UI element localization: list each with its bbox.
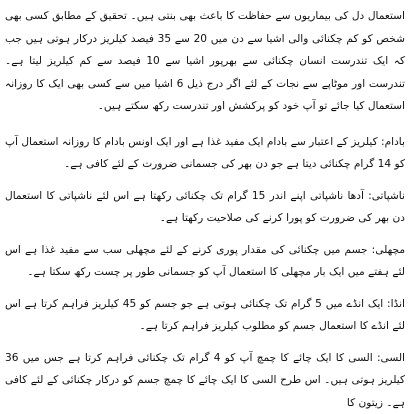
egg-paragraph: انڈا: ایک انڈے میں 5 گرام تک چکنائی ہوتی ہے جو جسم کو 45 کیلریز فراہم کرتا ہے اس لئے انڈے کا استعمال جسم کو مطلوب کیلریز فراہم کرتا ہے۔ [5,293,405,338]
almond-paragraph: بادام: کیلریز کے اعتبار سے بادام ایک مفید غذا ہے اور ایک اونس بادام کا روزانہ استعمال آپ کو 14 گرام چکنائی دیتا ہے جو دن بھر کی جسمانی ضرورت کے لئے کافی ہے۔ [5,131,405,176]
intro-paragraph: استعمال دل کی بیماریوں سے حفاظت کا باعث بھی بنتی ہیں۔ تحقیق کے مطابق کسی بھی شخص کو کم چکنائی والی اشیا سے دن میں 20 سے 35 فیصد کیلریز درکار ہوتی ہیں جب کہ ایک تندرست انسان چکنائی سے بھرپور اشیا سے 10 فیصد سے کم کیلریز لیتا ہے۔ تندرست اور موٹاپے سے نجات کے لئے اگر درج ذیل 6 اشیا میں سے کسی بھی ایک کا روزانہ استعمال کیا جائے تو آپ خود کو پرکشش اور تندرست رکھ سکتے ہیں۔ [5,5,405,118]
flaxseed-paragraph: السی: السی کا ایک چائے کا چمچ آپ کو 4 گرام تک چکنائی فراہم کرتا ہے جس میں 36 کیلریز ہوتی ہیں۔ اس طرح السی کا ایک چائے کا چمچ جسم کو درکار چکنائی کے لئے کافی ہے۔ زیتون کا [5,347,405,414]
pear-paragraph: ناشپاتی: آدھا ناشپاتی اپنے اندر 15 گرام تک چکنائی رکھتا ہے اس لئے ناشپاتی کا استعمال دن بھر کی ضرورت کو پورا کرنے کی صلاحیت رکھتا ہے۔ [5,185,405,230]
fish-paragraph: مچھلی: جسم میں چکنائی کی مقدار پوری کرنے کے لئے مچھلی سب سے مفید غذا ہے اس لئے ہفتے میں ایک بار مچھلی کا استعمال آپ کو جسمانی طور پر چست رکھ سکتا ہے۔ [5,239,405,284]
